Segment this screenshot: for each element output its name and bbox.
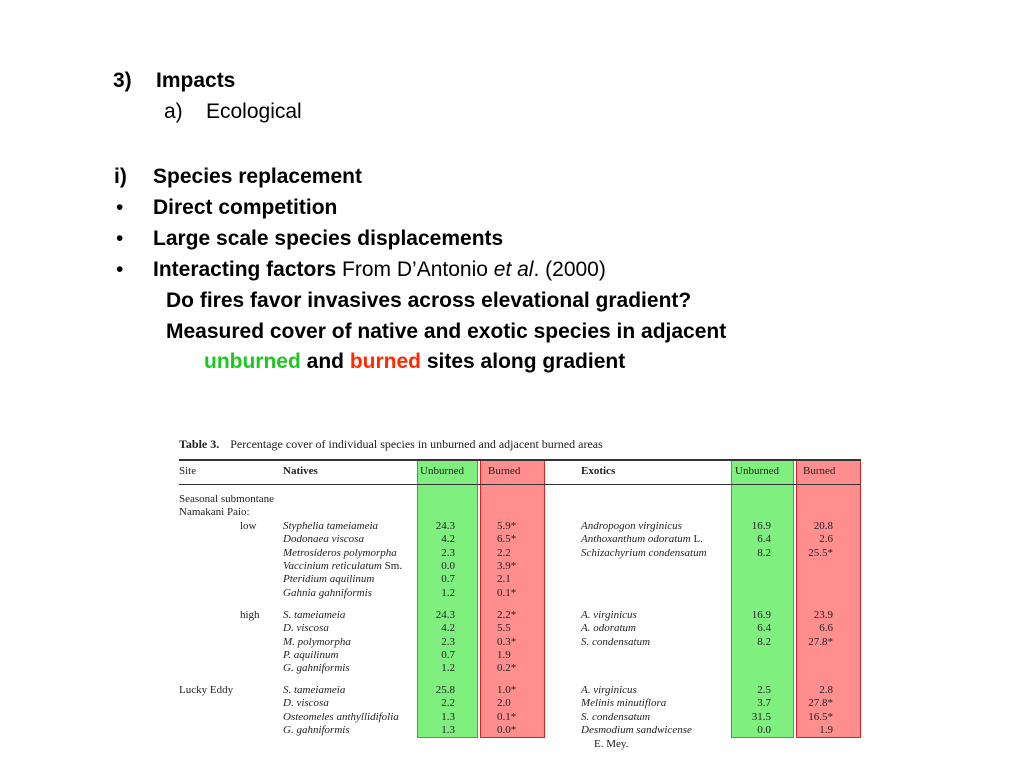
interacting-factors-label: Interacting factors bbox=[153, 258, 337, 281]
burned-word: burned bbox=[349, 350, 422, 373]
native-burned-value: 2.0 bbox=[497, 697, 511, 710]
point-species-replacement: Species replacement bbox=[153, 165, 362, 188]
outline-heading-impacts: Impacts bbox=[156, 69, 236, 92]
exotic-burned-value: 6.6 bbox=[819, 622, 833, 635]
site-lucky-eddy: Lucky Eddy bbox=[179, 684, 234, 696]
native-unburned-value: 24.3 bbox=[435, 609, 455, 621]
native-burned-value: 5.5 bbox=[497, 622, 511, 635]
col-header-unburned-exotic: Unburned bbox=[735, 465, 779, 477]
method-measured-cover: Measured cover of native and exotic species in adjacent bbox=[166, 320, 727, 343]
native-species-name: P. aquilinum bbox=[283, 648, 339, 661]
native-burned-value: 0.1* bbox=[497, 710, 517, 723]
native-unburned-value: 0.7 bbox=[441, 573, 455, 586]
native-burned-value: 2.1 bbox=[497, 573, 511, 586]
native-unburned-value: 1.3 bbox=[441, 710, 455, 723]
native-burned-value: 5.9* bbox=[497, 520, 517, 532]
native-species-name: D. viscosa bbox=[283, 697, 329, 710]
outline-subheading-ecological: Ecological bbox=[206, 100, 302, 123]
species-authority: L. bbox=[690, 533, 703, 546]
native-burned-value: 3.9* bbox=[497, 559, 517, 572]
sites-rest: sites along gradient bbox=[421, 350, 626, 373]
native-species-name: Vaccinium reticulatum Sm. bbox=[283, 559, 403, 572]
native-unburned-value: 1.3 bbox=[441, 723, 455, 736]
native-unburned-value: 0.0 bbox=[441, 559, 455, 572]
citation-from: From D’Antonio bbox=[336, 258, 494, 281]
exotic-species-name: A. odoratum bbox=[581, 622, 636, 635]
native-burned-value: 2.2* bbox=[497, 609, 517, 621]
and-word: and bbox=[300, 350, 350, 373]
native-species-name: Dodonaea viscosa bbox=[283, 533, 364, 546]
table-caption-text: Percentage cover of individual species in unburned and adjacent burned areas bbox=[230, 437, 603, 451]
table-header-rule bbox=[179, 484, 861, 485]
col-header-burned: Burned bbox=[488, 465, 521, 477]
col-header-unburned: Unburned bbox=[420, 465, 464, 477]
native-species-name: S. tameiameia bbox=[283, 684, 346, 696]
native-species-name: Osteomeles anthyllidifolia bbox=[283, 710, 399, 723]
exotic-species-name: A. virginicus bbox=[581, 609, 637, 621]
bullet-dot: • bbox=[116, 196, 124, 219]
citation-etal: et al bbox=[493, 258, 534, 281]
native-species-name: D. viscosa bbox=[283, 622, 329, 635]
site-seasonal-submontane: Seasonal submontane bbox=[179, 493, 275, 505]
native-burned-value: 1.0* bbox=[497, 684, 517, 696]
native-burned-value: 6.5* bbox=[497, 533, 517, 546]
native-unburned-value: 0.7 bbox=[441, 648, 455, 661]
question-fires: Do fires favor invasives across elevational gradient? bbox=[166, 289, 692, 312]
native-species-name: S. tameiameia bbox=[283, 609, 346, 621]
native-burned-value: 0.1* bbox=[497, 586, 517, 599]
exotic-burned-value: 27.8* bbox=[808, 635, 833, 648]
native-burned-value: 2.2 bbox=[497, 546, 511, 559]
table-caption-label: Table 3. bbox=[179, 437, 220, 451]
col-header-site: Site bbox=[179, 465, 197, 477]
native-burned-value: 1.9 bbox=[497, 648, 511, 661]
exotic-unburned-value: 6.4 bbox=[757, 622, 771, 635]
exotic-unburned-value: 0.0 bbox=[757, 723, 771, 736]
exotic-unburned-value: 8.2 bbox=[757, 546, 771, 559]
col-header-burned-exotic: Burned bbox=[803, 465, 836, 477]
exotic-unburned-value: 2.5 bbox=[757, 684, 771, 696]
native-species-name: Styphelia tameiameia bbox=[283, 520, 379, 532]
native-species-name: G. gahniformis bbox=[283, 723, 350, 736]
exotic-burned-value: 16.5* bbox=[808, 710, 833, 723]
exotic-unburned-value: 8.2 bbox=[757, 635, 771, 648]
bullet-dot: • bbox=[116, 258, 124, 281]
exotic-burned-value: 23.9 bbox=[813, 609, 833, 621]
native-unburned-value: 2.2 bbox=[441, 697, 455, 710]
native-burned-value: 0.3* bbox=[497, 635, 517, 648]
col-header-natives: Natives bbox=[283, 465, 318, 477]
site-namakani-paio: Namakani Paio: bbox=[179, 506, 250, 518]
exotic-burned-value: 1.9 bbox=[819, 723, 833, 736]
desmodium-authority: E. Mey. bbox=[594, 738, 629, 750]
native-unburned-value: 24.3 bbox=[435, 520, 455, 532]
native-unburned-value: 2.3 bbox=[441, 635, 455, 648]
native-unburned-value: 2.3 bbox=[441, 546, 455, 559]
exotic-species-name: Desmodium sandwicense bbox=[581, 723, 692, 736]
native-unburned-value: 4.2 bbox=[441, 533, 455, 546]
exotic-unburned-value: 16.9 bbox=[751, 520, 771, 532]
native-unburned-value: 25.8 bbox=[435, 684, 455, 696]
exotic-burned-value: 2.6 bbox=[819, 533, 833, 546]
exotic-species-name: Melinis minutiflora bbox=[581, 697, 667, 710]
native-burned-value: 0.2* bbox=[497, 662, 517, 675]
native-species-name: Metrosideros polymorpha bbox=[283, 546, 397, 559]
native-unburned-value: 1.2 bbox=[441, 586, 455, 599]
exotic-species-name: Anthoxanthum odoratum L. bbox=[581, 533, 703, 546]
exotic-burned-value: 27.8* bbox=[808, 697, 833, 710]
exotic-unburned-value: 3.7 bbox=[757, 697, 771, 710]
native-unburned-value: 1.2 bbox=[441, 662, 455, 675]
citation-year: . (2000) bbox=[533, 258, 606, 281]
exotic-species-name: Andropogon virginicus bbox=[581, 520, 682, 532]
native-unburned-value: 4.2 bbox=[441, 622, 455, 635]
elevation-low: low bbox=[240, 520, 257, 532]
bullet-dot: • bbox=[116, 227, 124, 250]
table-caption bbox=[179, 438, 603, 451]
exotic-unburned-value: 6.4 bbox=[757, 533, 771, 546]
exotic-burned-value: 20.8 bbox=[813, 520, 833, 532]
col-header-exotics: Exotics bbox=[581, 465, 616, 477]
native-species-name: M. polymorpha bbox=[283, 635, 351, 648]
point-direct-competition: Direct competition bbox=[153, 196, 338, 219]
elevation-high: high bbox=[240, 609, 260, 621]
exotic-species-name: A. virginicus bbox=[581, 684, 637, 696]
outline-subnumber-a: a) bbox=[164, 100, 183, 123]
native-burned-value: 0.0* bbox=[497, 723, 517, 736]
unburned-word: unburned bbox=[204, 350, 301, 373]
exotic-unburned-value: 16.9 bbox=[751, 609, 771, 621]
species-authority: Sm. bbox=[381, 559, 403, 572]
point-large-scale-displacements: Large scale species displacements bbox=[153, 227, 504, 250]
point-i-number: i) bbox=[114, 165, 127, 188]
exotic-burned-value: 25.5* bbox=[808, 546, 833, 559]
exotic-unburned-value: 31.5 bbox=[751, 710, 771, 723]
table-top-rule bbox=[179, 459, 861, 461]
exotic-species-name: S. condensatum bbox=[581, 635, 651, 648]
exotic-species-name: Schizachyrium condensatum bbox=[581, 546, 707, 559]
native-species-name: Gahnia gahniformis bbox=[283, 586, 372, 599]
exotic-burned-value: 2.8 bbox=[819, 684, 833, 696]
native-species-name: G. gahniformis bbox=[283, 662, 350, 675]
outline-number-3: 3) bbox=[113, 69, 132, 92]
native-species-name: Pteridium aquilinum bbox=[283, 573, 375, 586]
exotic-species-name: S. condensatum bbox=[581, 710, 651, 723]
